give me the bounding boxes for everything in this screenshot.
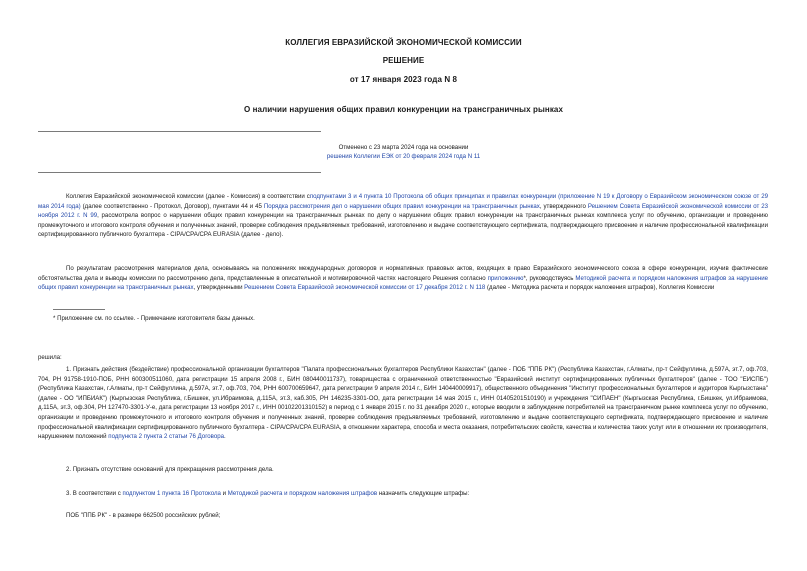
doc-date-number: от 17 января 2023 года N 8 xyxy=(349,75,458,84)
link-council-decision-99[interactable]: Решением Совета Евразийской экономической комиссии от 23 ноября 2012 г. N 99 xyxy=(38,202,768,220)
link-protocol-paragraph-16[interactable]: подпунктом 1 пункта 16 Протокола xyxy=(122,490,221,497)
decision-item-2: 2. Признать отсутствие оснований для прекращения рассмотрения дела. xyxy=(66,466,274,473)
link-appendix[interactable]: приложению xyxy=(487,274,524,282)
status-repeal-link[interactable]: решения Коллегии ЕЭК от 20 февраля 2024 года N 11 xyxy=(326,153,481,160)
paragraph-results: По результатам рассмотрения материалов дела, основываясь на положениях международных договоров и нормативных правовых актов, входящих в право Евразийского экономического союза в сфере конкуренции, изучив фактические обстоятельства дела и выводы комиссии по рассмотрению дела, представленные в описательной и мотивировочной частях настоящего Решения согласно приложению*, руководствуясь Методикой расчета и порядком наложения штрафов за нарушение общих правил конкуренции на трансграничных рынках, утвержденными Решением Совета Евразийской экономической комиссии от 17 декабря 2012 г. N 118 (далее - Методика расчета и порядок наложения штрафов), Коллегия Комиссии xyxy=(38,265,769,292)
link-protocol-subparagraphs[interactable]: подпунктами 3 и 4 пункта 10 Протокола об общих принципах и правилах конкуренции (приложение N 19 к Договору о Евразийском экономическом союзе от 29 мая 2014 года) xyxy=(38,193,768,210)
paragraph-intro: Коллегия Евразийской экономической комиссии (далее - Комиссия) в соответствии сподпунктами 3 и 4 пункта 10 Протокола об общих принципах и правилах конкуренции (приложение N 19 к Договору о Евразийском экономическом союзе от 29 мая 2014 года) (далее соответственно - Протокол, Договор), пунктами 44 и 45 Порядка рассмотрения дел о нарушении общих правил конкуренции на трансграничных рынках, утвержденного Решением Совета Евразийской экономической комиссии от 23 ноября 2012 г. N 99, рассмотрела вопрос о нарушении общих правил конкуренции на трансграничных рынках по делу о нарушении общих правил конкуренции на трансграничных рынках комплекса услуг по обучению, организации и проведению промежуточного и итогового контроля обучения и полученных знаний, проверке соблюдения предъявляемых требований, изготовлению и выдаче соответствующего сертификата, подтверждающего присвоение и наличие профессиональной квалификации сертифицированного публичного бухгалтера - CIPA/CPA/CPA EURASIA (далее - дело). xyxy=(38,193,768,239)
footnote-divider xyxy=(53,309,105,310)
divider-top xyxy=(38,131,321,132)
doc-title: О наличии нарушения общих правил конкуренции на трансграничных рынках xyxy=(243,105,564,114)
link-treaty-article-76[interactable]: подпункта 2 пункта 2 статьи 76 Договора xyxy=(108,433,225,441)
link-fine-methodology-2[interactable]: Методикой расчета и порядком наложения штрафов xyxy=(227,490,378,497)
decision-item-3: 3. В соответствии с подпунктом 1 пункта 16 Протокола и Методикой расчета и порядком наложения штрафов назначить следующие штрафы: xyxy=(66,490,470,497)
decision-item-1: 1. Признать действия (бездействие) профессиональной организации бухгалтеров "Палата профессиональных бухгалтеров Республики Казахстан" (далее - ПОБ "ППБ РК") (Республика Казахстан, г.Алматы, пр-т Сейфуллина, д.597А, эт.7, оф.703, 704, РН 91758-1910-ПОБ, РНН 600300511060, дата регистрации 15 апреля 2008 г., БИН 080440011737), товарищества с ограниченной ответственностью "Евразийский институт сертифицированных публичных бухгалтеров" (далее - ТОО "ЕИСПБ") (Республика Казахстан, г.Алматы, пр-т Сейфуллина, д.597А, эт.7, оф.703, 704, РНН 600700659647, дата регистрации 9 апреля 2014 г., БИН 140440009917), общественного объединения "Институт профессиональных бухгалтеров и аудиторов Кыргызстана" (далее - ОО "ИПБИАК") (Кыргызская Республика, г.Бишкек, ул.Ибраимова, д.115А, эт.3, каб.305, РН 146235-3301-ОО, дата регистрации 14 мая 2015 г., ИНН 01405201510190) и учреждения "СИПАЕН" (Кыргызская Республика, г.Бишкек, ул.Ибраимова, д.115А, эт.3, оф.304, РН 127470-3301-У-е, дата регистрации 13 ноября 2017 г., ИНН 00102201310152) в период с 1 января 2015 г. по 31 декабря 2020 г., которые вводили в заблуждение потребителей на трансграничном рынке комплекса услуг по обучению, организации и проведению промежуточного и итогового контроля обучения и полученных знаний, проверке соблюдения предъявляемых требований, изготовлению и выдаче соответствующего сертификата, подтверждающего присвоение и наличие профессиональной квалификации сертифицированного публичного бухгалтера - CIPA/CPA/CPA EURASIA, в отношении характера, способа и места оказания, потребительских свойств, качества и количества таких услуг или в отношении их производителя, нарушением положений подпункта 2 пункта 2 статьи 76 Договора. xyxy=(38,366,768,441)
divider-status xyxy=(38,172,321,173)
footnote: * Приложение см. по ссылке. - Примечание изготовителя базы данных. xyxy=(53,315,255,322)
org-title: КОЛЛЕГИЯ ЕВРАЗИЙСКОЙ ЭКОНОМИЧЕСКОЙ КОМИССИИ xyxy=(285,38,522,47)
decided-label: решила: xyxy=(38,354,62,361)
fine-item-1: ПОБ "ППБ РК" - в размере 662500 российских рублей; xyxy=(66,512,221,519)
doc-type: РЕШЕНИЕ xyxy=(382,56,425,65)
link-fine-methodology[interactable]: Методикой расчета и порядком наложения штрафов за нарушение общих правил конкуренции на трансграничных рынках xyxy=(38,274,769,292)
link-procedure[interactable]: Порядка рассмотрения дел о нарушении общих правил конкуренции на трансграничных рынках xyxy=(263,202,540,210)
link-council-decision-118[interactable]: Решением Совета Евразийской экономической комиссии от 17 декабря 2012 г. N 118 xyxy=(244,284,486,292)
status-line: Отменено с 23 марта 2024 года на основании xyxy=(338,144,469,151)
